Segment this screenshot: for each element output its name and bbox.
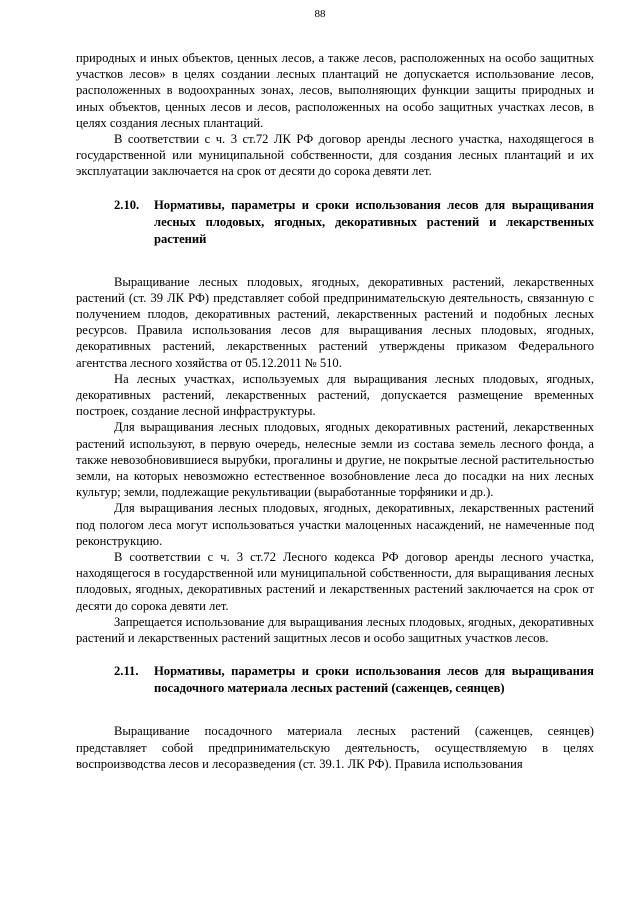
section-heading-2-11 (114, 663, 594, 697)
paragraph: Запрещается использование для выращивания лесных плодовых, ягодных, декоративных растений и лекарственных растений защитных лесов и особо защитных участков лесов. (76, 614, 594, 646)
paragraph: На лесных участках, используемых для выращивания лесных плодовых, ягодных, декоративных растений, лекарственных растений, допускается размещение временных построек, создание лесной инфраструктуры. (76, 371, 594, 419)
page-number: 88 (314, 8, 326, 20)
section-heading-2-10 (114, 197, 594, 248)
paragraph: Выращивание посадочного материала лесных растений (саженцев, сеянцев) представляет собой предпринимательскую деятельность, осуществляемую в целях воспроизводства лесов и лесоразведения (ст. 39.1. ЛК РФ). Правила использования (76, 724, 594, 771)
paragraph: Для выращивания лесных плодовых, ягодных декоративных растений, лекарственных растений используют, в первую очередь, нелесные земли из состава земель лесного фонда, а также невозобновившиеся вырубки, прогалины и другие, не покрытые лесной растительностью земли, на которых невозможно естественное возобновление леса до посадки на них лесных культур; земли, подлежащие рекультивации (выработанные торфяники и др.). (76, 420, 594, 500)
paragraph: В соответствии с ч. 3 ст.72 Лесного кодекса РФ договор аренды лесного участка, находящегося в государственной или муниципальной собственности, для выращивания лесных плодовых, ягодных, декоративных растений и лекарственных растений заключается на срок от десяти до сорока девяти лет. (76, 550, 594, 613)
section-title: Нормативы, параметры и сроки использования лесов для выращивания лесных плодовых, ягодных, декоративных растений и лекарственных растений (154, 197, 594, 246)
paragraph: Выращивание лесных плодовых, ягодных, декоративных растений, лекарственных растений (ст. 39 ЛК РФ) представляет собой предпринимательскую деятельность, связанную с получением плодов, декоративных растений, лекарственных растений и подобных лесных ресурсов. Правила использования лесов для выращивания лесных плодовых, ягодных, декоративных растений, лекарственных растений утверждены приказом Федерального агентства лесного хозяйства от 05.12.2011 № 510. (76, 274, 594, 370)
paragraph: Для выращивания лесных плодовых, ягодных, декоративных, лекарственных растений под пологом леса могут использоваться участки малоценных насаждений, не намеченные под реконструкцию. (76, 501, 594, 548)
section-number: 2.10. (114, 197, 140, 212)
document-body (76, 50, 594, 772)
section-number: 2.11. (114, 664, 139, 679)
paragraph: В соответствии с ч. 3 ст.72 ЛК РФ договор аренды лесного участка, находящегося в государственной или муниципальной собственности, для создания лесных плантаций и их эксплуатации заключается на срок от десяти до сорока девяти лет. (76, 132, 594, 179)
paragraph: природных и иных объектов, ценных лесов, а также лесов, расположенных на особо защитных участков лесов» в целях создании лесных плантаций не допускается использование лесов, расположенных в водоохранных зонах, лесов, выполняющих функции защиты природных и иных объектов, ценных лесов и лесов, расположенных на особо защитных участках лесов, в целях создания лесных плантаций. (76, 51, 594, 130)
section-title: Нормативы, параметры и сроки использования лесов для выращивания посадочного материала лесных растений (саженцев, сеянцев) (154, 664, 594, 696)
